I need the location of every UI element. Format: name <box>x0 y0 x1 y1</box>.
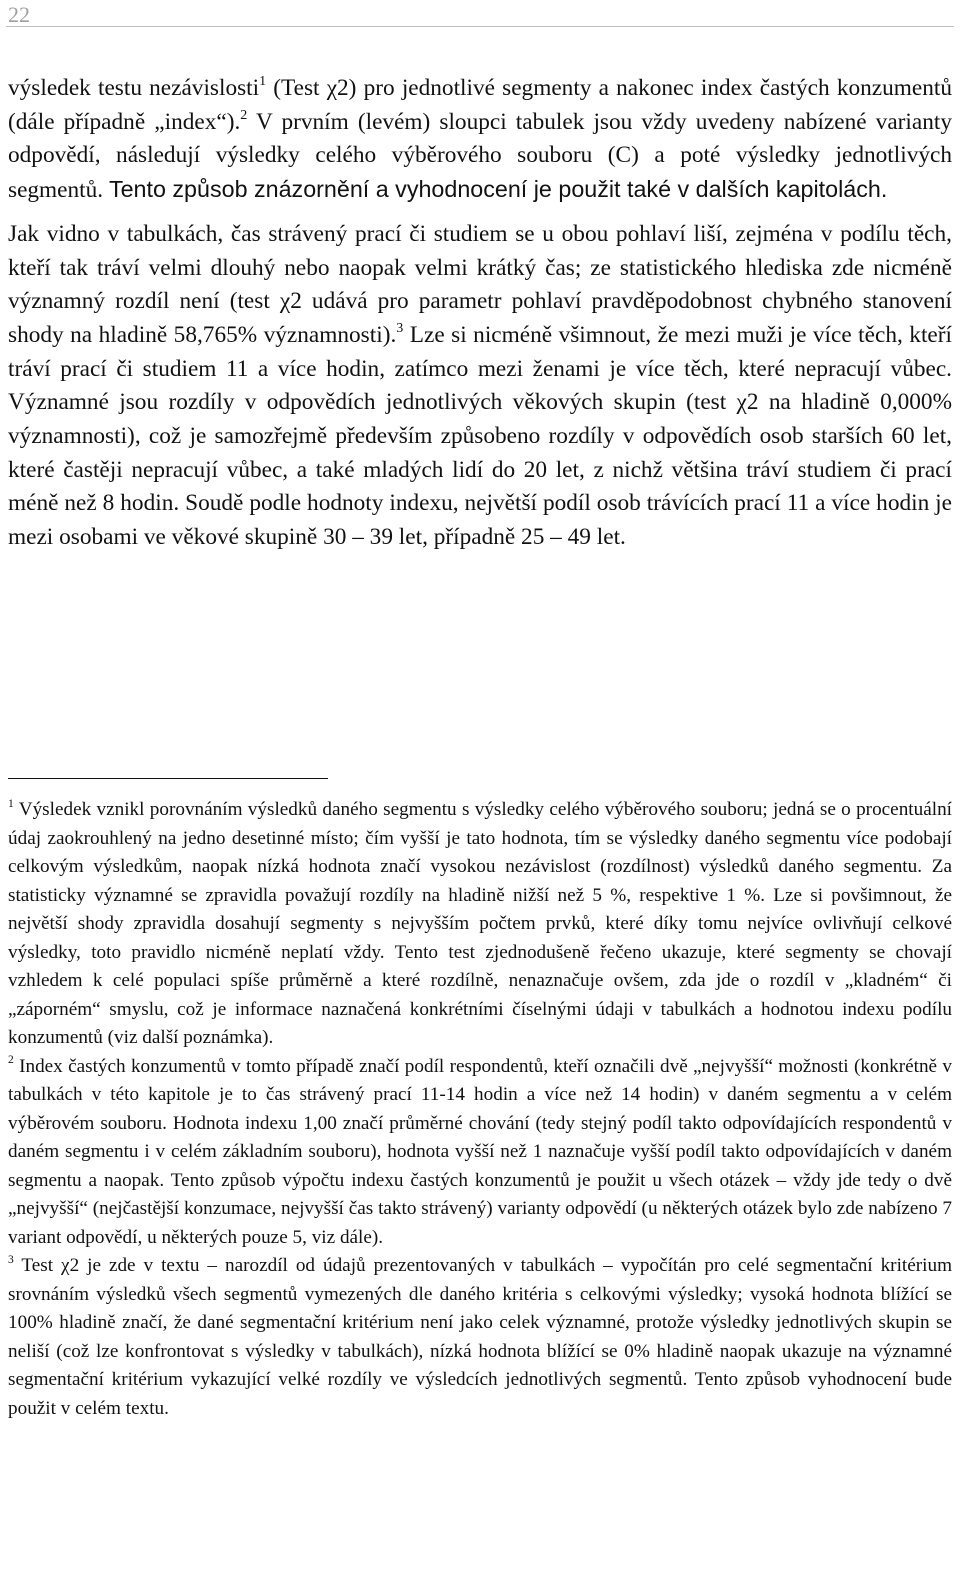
footnote-marker-1: 1 <box>8 797 14 810</box>
footnote-separator <box>8 778 328 779</box>
paragraph-1-text-b: (Test χ2) pro jednotlivé segmenty a nakonec index častých konzumentů (dále případně „index“). <box>8 75 952 135</box>
page-number: 22 <box>8 2 30 27</box>
footnote-3 <box>8 1252 952 1423</box>
footnote-1 <box>8 796 952 1053</box>
footnote-marker-2: 2 <box>8 1054 14 1067</box>
paragraph-2-text-c: Významné jsou rozdíly v odpovědích jednotlivých věkových skupin (test χ2 na hladině 0,000% významnosti), což je samozřejmě především způsobeno rozdíly v odpovědích osob starších 60 let, které častěji nepracují vůbec, a také mladých lidí do 20 let, z nichž většina tráví studiem či prací méně než 8 hodin. Soudě podle hodnoty indexu, největší podíl osob trávících prací 11 a více hodin je mezi osobami ve věkové skupině 30 – 39 let, případně 25 – 49 let. <box>8 389 952 551</box>
footnote-ref-3: 3 <box>396 321 404 337</box>
footnote-ref-1: 1 <box>259 74 267 90</box>
paragraph-1-text-a: výsledek testu nezávislosti <box>8 75 260 101</box>
main-text <box>8 72 952 555</box>
footnote-2 <box>8 1053 952 1253</box>
footnotes <box>8 796 952 1423</box>
footnote-2-text: Index častých konzumentů v tomto případě značí podíl respondentů, kteří označili dvě „nejvyšší“ možnosti (konkrétně v tabulkách v této kapitole je to čas strávený prací 11-14 hodin a více než 14 hodin) v daném segmentu a v celém výběrovém souboru. Hodnota indexu 1,00 značí průměrné chování (tedy stejný podíl takto odpovídajících respondentů v daném segmentu i v celém základním souboru), hodnota vyšší než 1 naznačuje vyšší podíl takto odpovídajících v daném segmentu a naopak. Tento způsob výpočtu indexu častých konzumentů je použit u všech otázek – vždy jde tedy o dvě „nejvyšší“ (nejčastější konzumace, nejvyšší čas takto strávený) varianty odpovědí (u některých otázek bylo zde nabízeno 7 variant odpovědí, u některých pouze 5, viz dále). <box>8 1055 952 1248</box>
footnote-ref-2: 2 <box>240 107 248 123</box>
paragraph-1 <box>8 72 952 208</box>
paragraph-1-text-d: Tento způsob znázornění a vyhodnocení je použit také v dalších kapitolách. <box>108 176 888 203</box>
footnote-marker-3: 3 <box>8 1253 14 1266</box>
header-rule <box>6 26 954 27</box>
footnote-3-text: Test χ2 je zde v textu – narozdíl od údajů prezentovaných v tabulkách – vypočítán pro celé segmentační kritérium srovnáním výsledků všech segmentů vymezených dle daného kritéria s celkovými výsledky; vysoká hodnota blížící se 100% hladině značí, že dané segmentační kritérium není jako celek významné, protože výsledky jednotlivých skupin se neliší (což lze konfrontovat s výsledky v tabulkách), nízká hodnota blížící se 0% hladině naopak ukazuje na významné segmentační kritérium vykazující velké rozdíly ve výsledcích jednotlivých segmentů. Tento způsob vyhodnocení bude použit v celém textu. <box>8 1255 952 1419</box>
footnote-1-text: Výsledek vznikl porovnáním výsledků daného segmentu s výsledky celého výběrového souboru; jedná se o procentuální údaj zaokrouhlený na jedno desetinné místo; čím vyšší je tato hodnota, tím se výsledky daného segmentu více podobají celkovým výsledkům, naopak nízká hodnota značí vysokou nezávislost (rozdílnost) výsledků daného segmentu. Za statisticky významné se zpravidla považují rozdíly na hladině nižší než 5 %, respektive 1 %. Lze si povšimnout, že největší shody zpravidla dosahují segmenty s nejvyšším počtem prvků, které díky tomu nejvíce ovlivňují celkové výsledky, toto pravidlo nicméně neplatí vždy. Tento test zjednodušeně řečeno ukazuje, které segmenty se chovají vzhledem k celé populaci spíše průměrně a které rozdílně, nenaznačuje ovšem, zda jde o rozdíl v „kladném“ či „záporném“ smyslu, což je informace naznačená konkrétními číselnými údaji v tabulkách a hodnotou indexu podílu konzumentů (viz další poznámka). <box>8 799 952 1048</box>
paragraph-2-text-b: Lze si nicméně všimnout, že mezi muži je více těch, kteří tráví prací či studiem 11 a více hodin, zatímco mezi ženami je více těch, které nepracují vůbec. <box>8 321 952 382</box>
paragraph-2-text-a: Jak vidno v tabulkách, čas strávený prací či studiem se u obou pohlaví liší, zejména v podílu těch, kteří tak tráví velmi dlouhý nebo naopak velmi krátký čas; ze statistického hlediska zde nicméně významný rozdíl není (test χ2 udává pro parametr pohlaví pravděpodobnost chybného stanovení shody na hladině 58,765% významnosti). <box>8 220 952 348</box>
paragraph-1-text-c: V prvním (levém) sloupci tabulek jsou vždy uvedeny nabízené varianty odpovědí, následují výsledky celého výběrového souboru (C) a poté výsledky jednotlivých segmentů. <box>8 108 953 204</box>
paragraph-2 <box>8 218 952 555</box>
